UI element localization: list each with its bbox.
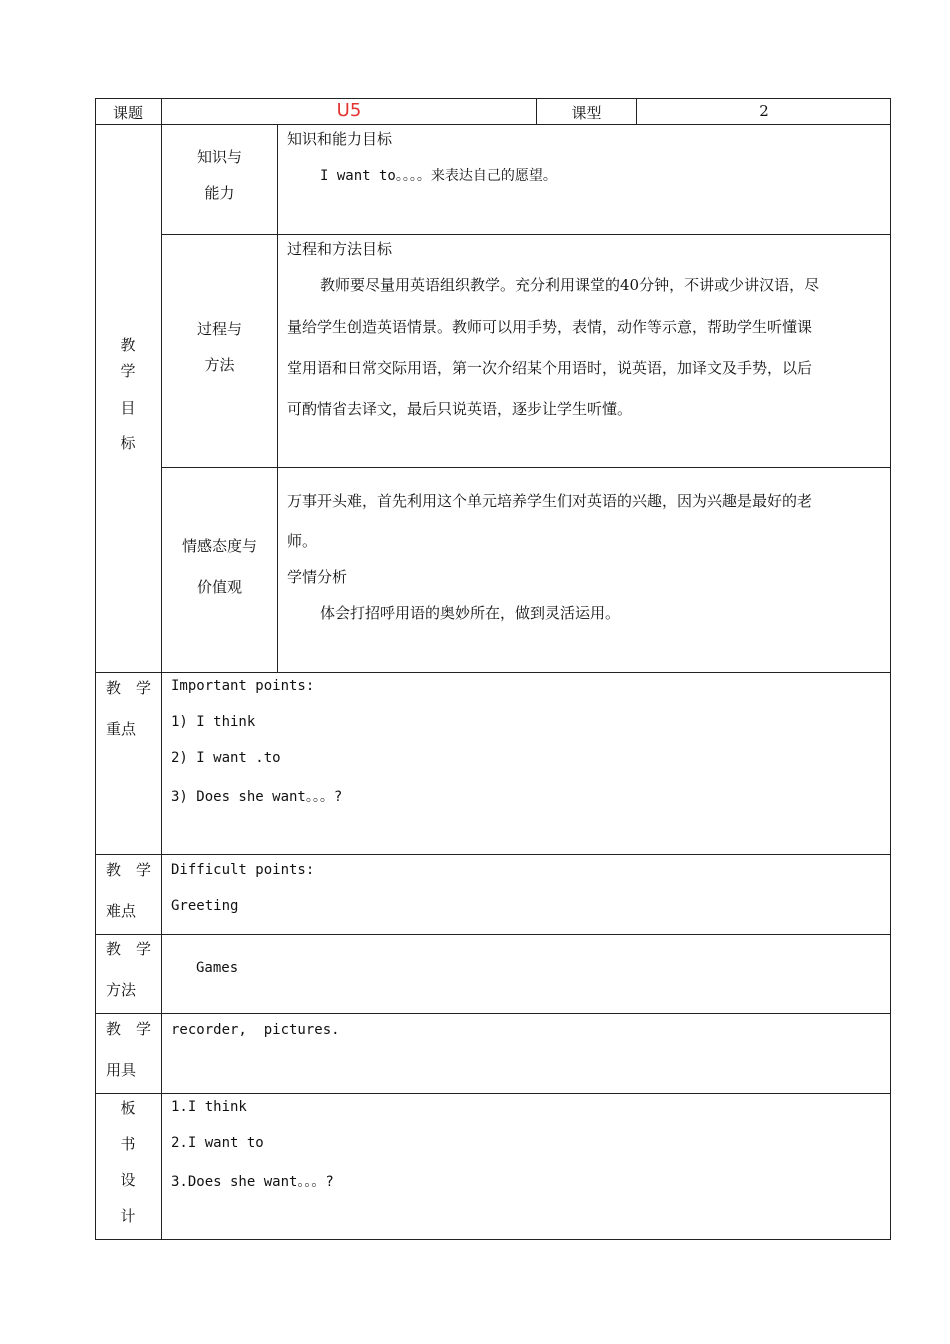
- board-label-char-1: 板: [120, 1099, 136, 1117]
- difficult-points-label-line-1: 教 学: [106, 861, 152, 879]
- process-line-3: 堂用语和日常交际用语，第一次介绍某个用语时，说英语，加译文及手势，以后: [287, 359, 813, 377]
- difficult-points-text: Greeting: [171, 898, 239, 914]
- board-row: [95, 1093, 891, 1240]
- objectives-row-divider-2: [161, 467, 891, 468]
- process-line-2: 量给学生创造英语情景。教师可以用手势，表情，动作等示意，帮助学生听懂课: [287, 318, 813, 336]
- topic-label: 课题: [112, 104, 143, 122]
- method-label-line-2: 方法: [106, 981, 137, 999]
- tools-divider: [161, 1013, 162, 1094]
- difficult-points-divider: [161, 854, 162, 935]
- board-label-char-4: 计: [120, 1207, 136, 1225]
- key-point-item-1: 1) I think: [171, 714, 256, 730]
- type-value: 2: [759, 102, 769, 120]
- emotion-subtitle: 学情分析: [287, 568, 348, 586]
- process-label-line-2: 方法: [204, 356, 235, 374]
- board-item-3: 3.Does she want。。。?: [171, 1174, 334, 1190]
- emotion-line-1: 万事开头难，首先利用这个单元培养学生们对英语的兴趣，因为兴趣是最好的老: [287, 492, 813, 510]
- emotion-label-line-2: 价值观: [196, 578, 242, 596]
- process-line-1: 教师要尽量用英语组织教学。充分利用课堂的40分钟，不讲或少讲汉语，尽: [320, 276, 820, 294]
- tools-text: recorder, pictures.: [171, 1022, 340, 1038]
- process-title: 过程和方法目标: [287, 240, 393, 258]
- method-label-line-1: 教 学: [106, 940, 152, 958]
- key-points-label-line-2: 重点: [106, 720, 137, 738]
- objectives-label-divider: [277, 124, 278, 673]
- board-label-char-2: 书: [120, 1135, 136, 1153]
- key-points-divider: [161, 672, 162, 855]
- method-text: Games: [196, 960, 239, 976]
- knowledge-text: I want to。。。。来表达自己的愿望。: [320, 168, 557, 184]
- key-point-item-3: 3) Does she want。。。?: [171, 789, 343, 805]
- tools-label-line-2: 用具: [106, 1061, 137, 1079]
- board-item-1: 1.I think: [171, 1099, 247, 1115]
- key-points-label-line-1: 教 学: [106, 679, 152, 697]
- process-line-4: 可酌情省去译文，最后只说英语，逐步让学生听懂。: [287, 400, 633, 418]
- emotion-label-line-1: 情感态度与: [181, 537, 257, 555]
- knowledge-title: 知识和能力目标: [287, 130, 393, 148]
- emotion-line-2: 师。: [287, 532, 318, 550]
- type-label: 课型: [571, 104, 602, 122]
- difficult-points-label-line-2: 难点: [106, 902, 137, 920]
- objectives-side-char-1: 教: [120, 336, 136, 354]
- key-point-item-2: 2) I want .to: [171, 750, 281, 766]
- board-divider: [161, 1093, 162, 1240]
- method-divider: [161, 934, 162, 1014]
- knowledge-label-line-2: 能力: [204, 184, 235, 202]
- board-label-char-3: 设: [120, 1171, 136, 1189]
- objectives-side-char-2: 学: [120, 362, 136, 380]
- key-points-heading: Important points:: [171, 678, 315, 694]
- emotion-line-3: 体会打招呼用语的奥妙所在，做到灵活运用。: [320, 604, 621, 622]
- process-label-line-1: 过程与: [196, 320, 242, 338]
- knowledge-label-line-1: 知识与: [196, 148, 242, 166]
- topic-value: U5: [336, 100, 362, 121]
- objectives-row-divider-1: [161, 234, 891, 235]
- objectives-side-char-4: 标: [120, 434, 136, 452]
- difficult-points-heading: Difficult points:: [171, 862, 315, 878]
- objectives-side-char-3: 目: [120, 399, 136, 417]
- tools-label-line-1: 教 学: [106, 1020, 152, 1038]
- board-item-2: 2.I want to: [171, 1135, 264, 1151]
